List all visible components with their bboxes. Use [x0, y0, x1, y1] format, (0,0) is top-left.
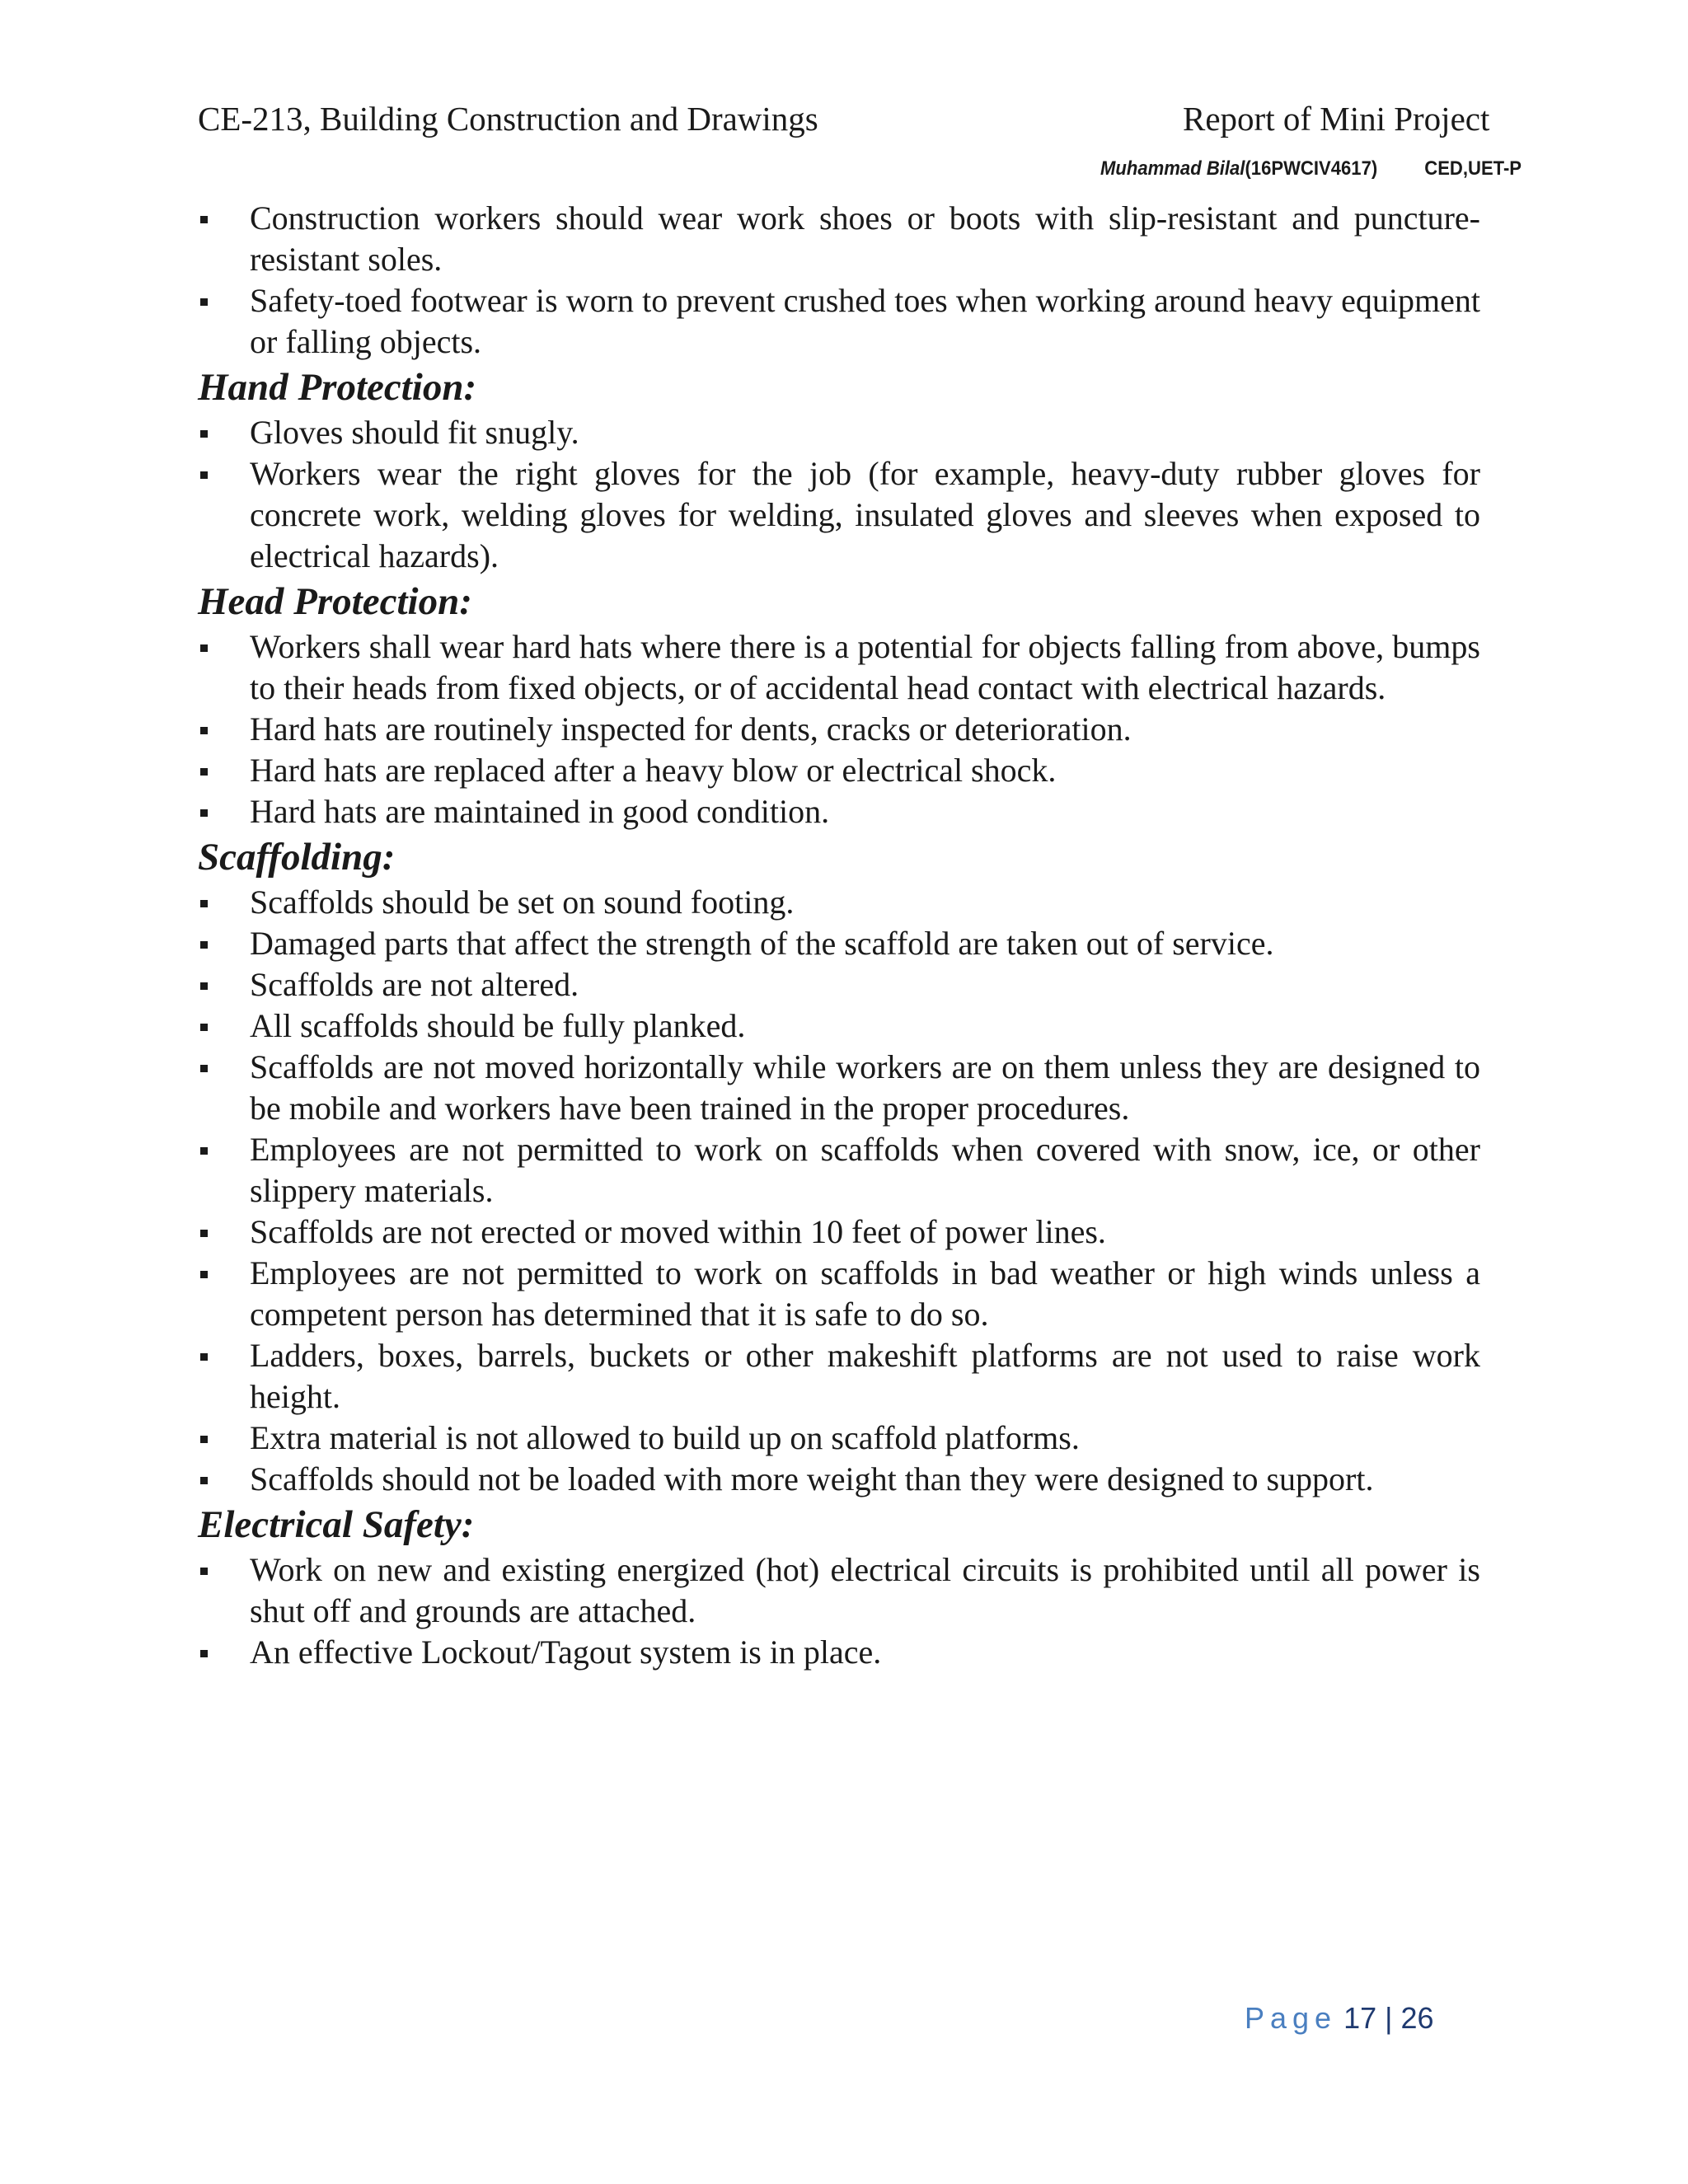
intro-bullet-list	[198, 198, 1480, 363]
list-item: Damaged parts that affect the strength of the scaffold are taken out of service.	[198, 923, 1480, 964]
list-item: Ladders, boxes, barrels, buckets or other makeshift platforms are not used to raise work height.	[198, 1335, 1480, 1418]
list-item: Hard hats are replaced after a heavy blow or electrical shock.	[198, 750, 1480, 791]
section-heading-head-protection: Head Protection:	[198, 580, 472, 623]
list-item: Scaffolds are not moved horizontally while workers are on them unless they are designed to be mobile and workers have been trained in the proper procedures.	[198, 1047, 1480, 1129]
list-item: Employees are not permitted to work on scaffolds when covered with snow, ice, or other slippery materials.	[198, 1129, 1480, 1212]
page-total: 26	[1400, 2001, 1434, 2035]
scaffolding-list	[198, 882, 1480, 1500]
page-content	[198, 198, 1480, 1673]
author-department: CED,UET-P	[1424, 157, 1522, 180]
list-item: Safety-toed footwear is worn to prevent crushed toes when working around heavy equipment or falling objects.	[198, 280, 1480, 363]
list-item: Scaffolds are not erected or moved within 10 feet of power lines.	[198, 1212, 1480, 1253]
list-item: An effective Lockout/Tagout system is in place.	[198, 1632, 1480, 1673]
list-item: Construction workers should wear work shoes or boots with slip-resistant and puncture-resistant soles.	[198, 198, 1480, 280]
page-label: Page	[1245, 2001, 1338, 2035]
section-heading-scaffolding: Scaffolding:	[198, 836, 396, 879]
list-item: Gloves should fit snugly.	[198, 412, 1480, 453]
course-title: CE-213, Building Construction and Drawings	[198, 100, 818, 138]
section-heading-electrical-safety: Electrical Safety:	[198, 1503, 475, 1546]
list-item: All scaffolds should be fully planked.	[198, 1005, 1480, 1047]
electrical-safety-list	[198, 1549, 1480, 1673]
page-separator: |	[1385, 2001, 1393, 2035]
hand-protection-list	[198, 412, 1480, 577]
list-item: Scaffolds are not altered.	[198, 964, 1480, 1005]
list-item: Workers shall wear hard hats where there is a potential for objects falling from above, bumps to their heads from fixed objects, or of accidental head contact with electrical hazards.	[198, 626, 1480, 709]
page-number: 17	[1343, 2001, 1377, 2035]
head-protection-list	[198, 626, 1480, 832]
list-item: Workers wear the right gloves for the job (for example, heavy-duty rubber gloves for concrete work, welding gloves for welding, insulated gloves and sleeves when exposed to electrical hazards).	[198, 453, 1480, 577]
report-title: Report of Mini Project	[1183, 100, 1490, 138]
author-line	[1100, 157, 1522, 181]
author-name: Muhammad Bilal	[1100, 157, 1245, 180]
author-id: (16PWCIV4617)	[1245, 157, 1378, 180]
list-item: Work on new and existing energized (hot) electrical circuits is prohibited until all power is shut off and grounds are attached.	[198, 1549, 1480, 1632]
section-heading-hand-protection: Hand Protection:	[198, 366, 477, 409]
list-item: Scaffolds should not be loaded with more weight than they were designed to support.	[198, 1459, 1480, 1500]
page-footer	[1245, 1999, 1434, 2037]
list-item: Hard hats are maintained in good condition.	[198, 791, 1480, 832]
list-item: Employees are not permitted to work on scaffolds in bad weather or high winds unless a competent person has determined that it is safe to do so.	[198, 1253, 1480, 1335]
list-item: Scaffolds should be set on sound footing.	[198, 882, 1480, 923]
list-item: Hard hats are routinely inspected for dents, cracks or deterioration.	[198, 709, 1480, 750]
list-item: Extra material is not allowed to build up on scaffold platforms.	[198, 1418, 1480, 1459]
